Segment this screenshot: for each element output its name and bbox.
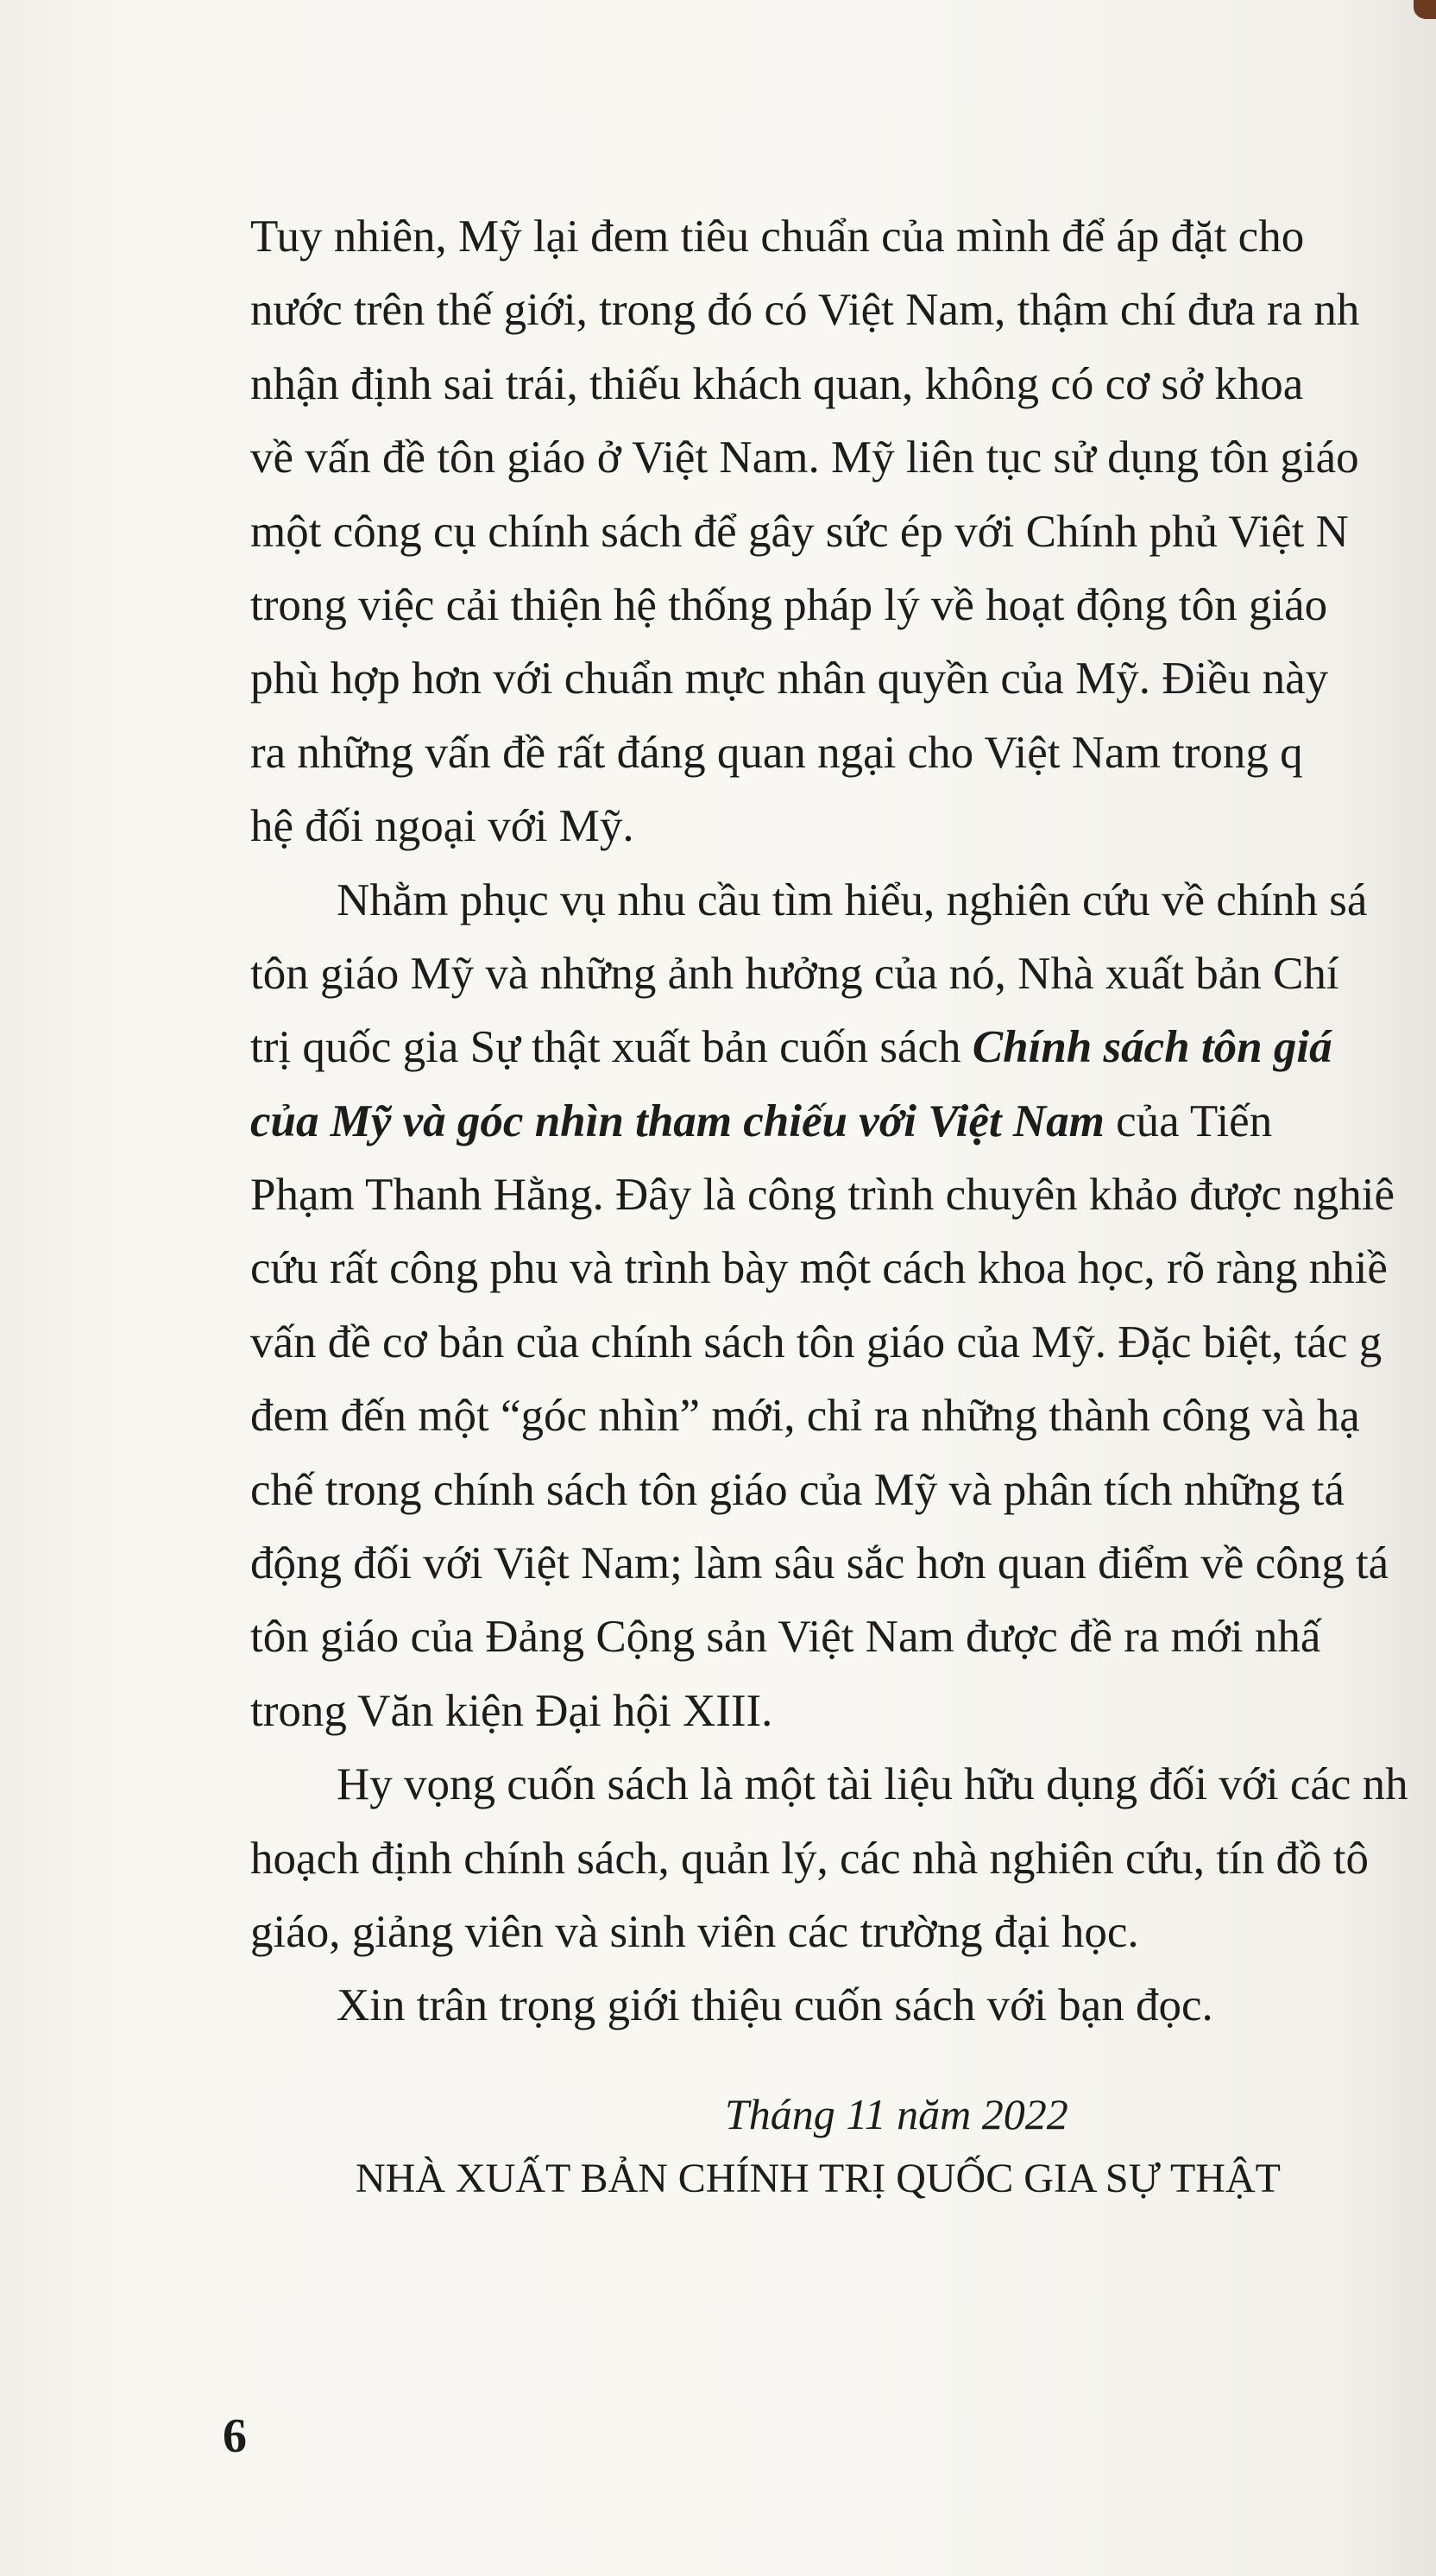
text-span: của Tiến bbox=[1104, 1095, 1273, 1146]
text-line: động đối với Việt Nam; làm sâu sắc hơn quan điểm về công tá bbox=[250, 1538, 1389, 1589]
text-line bbox=[250, 1085, 1436, 1159]
paragraph-2 bbox=[250, 864, 1436, 1749]
text-line: hệ đối ngoại với Mỹ. bbox=[250, 801, 634, 852]
text-line: tôn giáo Mỹ và những ảnh hưởng của nó, Nhà xuất bản Chí bbox=[250, 948, 1339, 999]
paragraph-3 bbox=[250, 1748, 1436, 1969]
text-line: vấn đề cơ bản của chính sách tôn giáo của Mỹ. Đặc biệt, tác g bbox=[250, 1316, 1382, 1367]
text-line: trong Văn kiện Đại hội XIII. bbox=[250, 1685, 773, 1736]
text-line: Phạm Thanh Hằng. Đây là công trình chuyên khảo được nghiê bbox=[250, 1170, 1395, 1221]
text-line: ra những vấn đề rất đáng quan ngại cho Việt Nam trong q bbox=[250, 727, 1303, 778]
text-line: một công cụ chính sách để gây sức ép với Chính phủ Việt N bbox=[250, 506, 1349, 557]
text-line: nhận định sai trái, thiếu khách quan, không có cơ sở khoa bbox=[250, 358, 1304, 409]
paragraph-1 bbox=[250, 200, 1436, 864]
signature-publisher: NHÀ XUẤT BẢN CHÍNH TRỊ QUỐC GIA SỰ THẬT bbox=[356, 2156, 1281, 2201]
book-title-part-1: Chính sách tôn giá bbox=[972, 1022, 1332, 1073]
page-number: 6 bbox=[223, 2409, 247, 2463]
text-line: trong việc cải thiện hệ thống pháp lý về hoạt động tôn giáo bbox=[250, 579, 1328, 630]
text-line: tôn giáo của Đảng Cộng sản Việt Nam được đề ra mới nhấ bbox=[250, 1612, 1321, 1663]
text-line: Hy vọng cuốn sách là một tài liệu hữu dụng đối với các nh bbox=[337, 1759, 1408, 1810]
paragraph-4 bbox=[250, 1969, 1436, 2042]
signature-date: Tháng 11 năm 2022 bbox=[725, 2090, 1068, 2138]
book-title-part-2: của Mỹ và góc nhìn tham chiếu với Việt Nam bbox=[250, 1095, 1105, 1146]
text-line: đem đến một “góc nhìn” mới, chỉ ra những thành công và hạ bbox=[250, 1391, 1360, 1442]
text-line: Tuy nhiên, Mỹ lại đem tiêu chuẩn của mình để áp đặt cho bbox=[250, 212, 1305, 262]
text-line: phù hợp hơn với chuẩn mực nhân quyền của Mỹ. Điều này bbox=[250, 653, 1329, 704]
body-text bbox=[250, 200, 1436, 2043]
text-span: trị quốc gia Sự thật xuất bản cuốn sách bbox=[250, 1022, 973, 1073]
text-line: hoạch định chính sách, quản lý, các nhà nghiên cứu, tín đồ tô bbox=[250, 1833, 1369, 1884]
text-line: Nhằm phục vụ nhu cầu tìm hiểu, nghiên cứu về chính sá bbox=[337, 874, 1368, 925]
text-line bbox=[250, 1011, 1436, 1084]
text-line: Xin trân trọng giới thiệu cuốn sách với bạn đọc. bbox=[337, 1980, 1213, 2031]
text-line: về vấn đề tôn giáo ở Việt Nam. Mỹ liên tục sử dụng tôn giáo bbox=[250, 432, 1359, 483]
text-line: cứu rất công phu và trình bày một cách khoa học, rõ ràng nhiề bbox=[250, 1243, 1388, 1294]
text-line: chế trong chính sách tôn giáo của Mỹ và phân tích những tá bbox=[250, 1464, 1345, 1515]
text-line: nước trên thế giới, trong đó có Việt Nam, thậm chí đưa ra nh bbox=[250, 285, 1360, 336]
page-corner-mark bbox=[1414, 0, 1436, 19]
text-line: giáo, giảng viên và sinh viên các trường đại học. bbox=[250, 1906, 1139, 1957]
